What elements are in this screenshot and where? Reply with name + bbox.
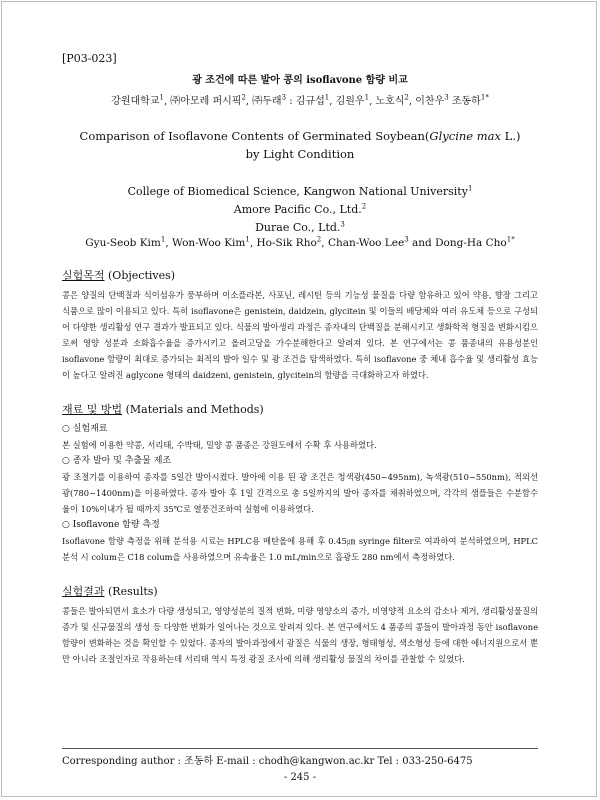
methods-sub-materials: ○ 실험재료 bbox=[62, 424, 108, 434]
affiliation-1: College of Biomedical Science, Kangwon National University$^1$ bbox=[127, 184, 473, 198]
methods-isoflavone-text: Isoflavone 함량 측정을 위해 분석용 시료는 HPLC용 메탄올에 용해 후 0.45㎛ syringe filter로 여과하여 분석하였으며, HPLC 분석 시 colum은 C18 colum을 사용하였으며 유속율은 1.0 mL/min으로 흡광도 280 nm에서 측정하였다. bbox=[62, 536, 538, 562]
footer-divider bbox=[62, 748, 538, 749]
results-heading: 실험결과 (Results) bbox=[62, 585, 158, 598]
title-english: Comparison of Isoflavone Contents of Germinated Soybean(Glycine max L.) by Light Condition bbox=[79, 129, 521, 161]
abstract-page bbox=[62, 52, 538, 667]
methods-sub-germination: ○ 종자 발아 및 추출물 제조 bbox=[62, 456, 172, 466]
page-number: - 245 - bbox=[283, 772, 317, 783]
affiliation-3: Durae Co., Ltd.$^3$ bbox=[255, 220, 345, 234]
methods-sub-isoflavone: ○ Isoflavone 함량 측정 bbox=[62, 520, 160, 530]
abstract-code: [P03-023] bbox=[62, 52, 117, 65]
methods-heading: 재료 및 방법 (Materials and Methods) bbox=[62, 403, 264, 416]
title-korean: 광 조건에 따른 발아 콩의 isoflavone 함량 비교 bbox=[192, 75, 408, 86]
methods-germination-text: 광 조절기를 이용하여 종자를 5일간 발아시켰다. 발아에 이용 된 광 조건은 청색광(450~495nm), 녹색광(510~550nm), 적외선광(780~1400nm)을 이용하였다. 종자 발아 후 1일 간격으로 총 5일까지의 발아 종자를 채취하였으며, 각각의 샘플들은 수분함수율이 10%이내가 될 때까지 35℃로 열풍건조하여 실험에 이용하였다. bbox=[62, 472, 538, 514]
methods-materials-text: 본 실험에 이용한 약콩, 서리태, 수박태, 밀양 콩 품종은 강원도에서 수확 후 사용하였다. bbox=[62, 440, 377, 450]
authors-korean: 강원대학교$^1$, ㈜아모레 퍼시픽$^2$, ㈜두래$^3$ : 김규섭$^1$, 김원우$^1$, 노호식$^2$, 이찬우$^3$ 조동하$^{1*}$ bbox=[111, 93, 489, 107]
authors-english: Gyu-Seob Kim$^1$, Won-Woo Kim$^1$, Ho-Sik Rho$^2$, Chan-Woo Lee$^3$ and Dong-Ha Cho$^{1*}$ bbox=[85, 235, 515, 249]
objectives-text: 콩은 양질의 단백질과 식이섬유가 풍부하며 이소플라본, 사포닌, 레시틴 등의 기능성 물질을 다량 함유하고 있어 약용, 향장 그리고 식품으로 많이 이용되고 있다. 특히 isoflavone은 genistein, daidzein, glycitein 및 이들의 배당체와 여러 유도체 등으로 구성되어 다양한 생리활성 연구 결과가 발표되고 있다. 식물의 발아생리 과정은 종자내의 단백질을 분해시키고 생화학적 형질을 변화시킴으로써 영양 성분과 소화흡수율을 증가시키고 올려고당을 가수분해한다고 알려져 있다. 본 연구에서는 콩 품종내의 유용성분인 isoflavone 함량이 최대로 증가되는 최적의 발아 일수 및 광 조건을 탐색하였다. 특히 isoflavone 중 체내 흡수율 및 생리활성 효능이 높다고 알려진 aglycone 형태의 daidzeni, genistein, glycitein의 함량을 극대화하고자 하였다. bbox=[62, 290, 538, 380]
results-text: 콩들은 발아되면서 효소가 다량 생성되고, 영양성분의 질적 변화, 미량 영양소의 증가, 비영양적 요소의 감소나 제거, 생리활성물질의 증가 및 신규물질의 생성 등 다양한 변화가 일어나는 것으로 알려져 있다. 본 연구에서도 4 품종의 콩들이 발아과정 동안 isoflavone 함량이 변화하는 것을 확인할 수 있었다. 종자의 발아과정에서 광질은 식물의 생장, 형태형성, 색소형성 등에 대한 에너지원으로서 뿐만 아니라 조절인자로 작용하는데 서리태 역시 특정 광질 조사에 의해 생리활성 물질의 차이를 관찰할 수 있었다. bbox=[62, 606, 538, 664]
affiliations bbox=[62, 183, 538, 237]
affiliation-2: Amore Pacific Co., Ltd.$^2$ bbox=[233, 202, 367, 216]
corresponding-author: Corresponding author : 조동하 E-mail : chodh@kangwon.ac.kr Tel : 033-250-6475 bbox=[62, 756, 473, 767]
objectives-heading: 실험목적 (Objectives) bbox=[62, 269, 176, 282]
